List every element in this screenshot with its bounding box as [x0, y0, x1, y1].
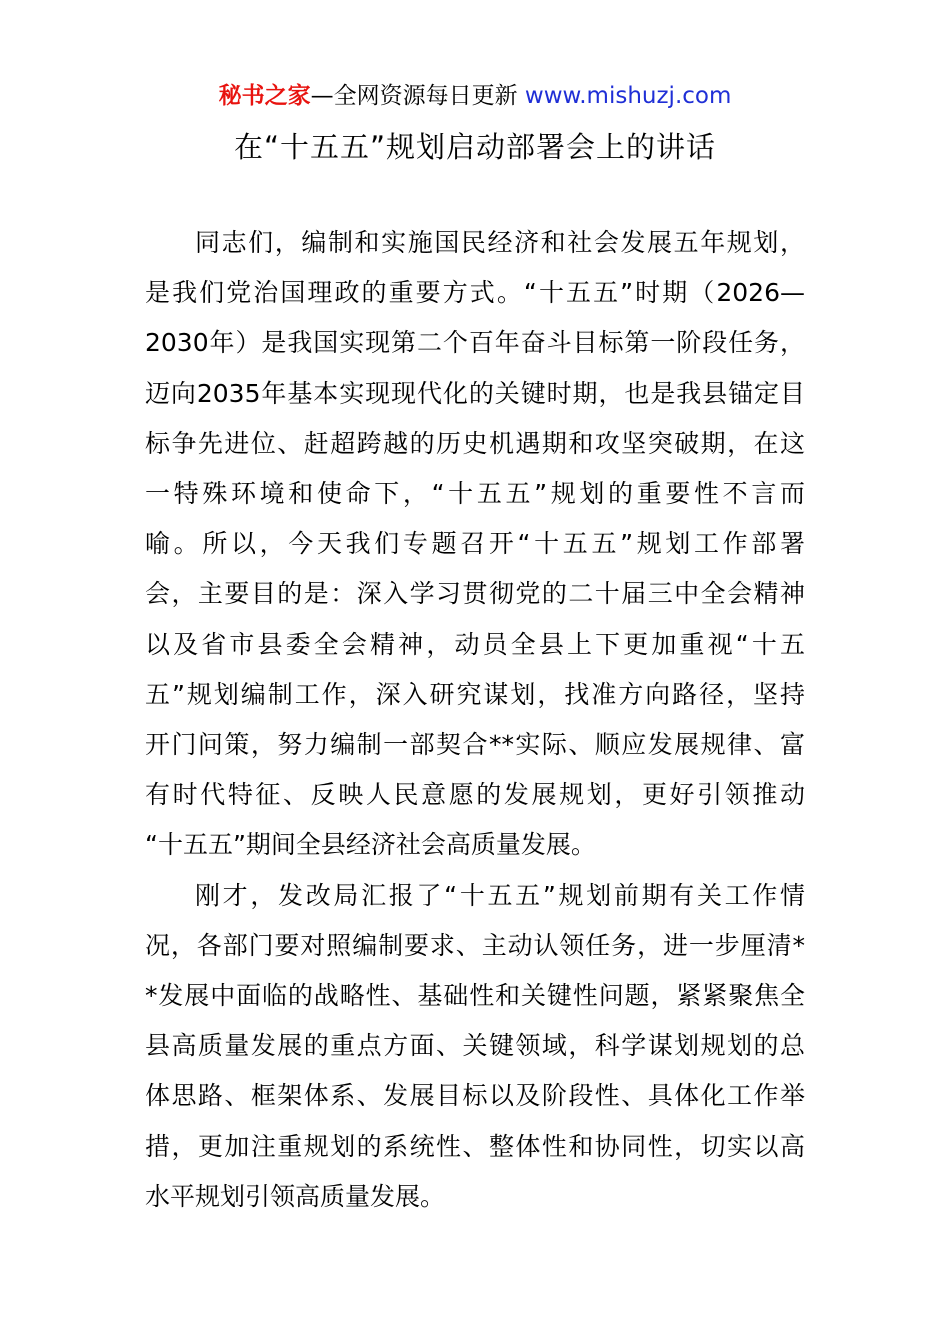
- text-line: *发展中面临的战略性、基础性和关键性问题，紧紧聚焦全: [145, 981, 805, 1011]
- text-line: 2030年）是我国实现第二个百年奋斗目标第一阶段任务，: [145, 328, 805, 358]
- text-line: 体思路、框架体系、发展目标以及阶段性、具体化工作举: [145, 1081, 805, 1111]
- document-title: 在“十五五”规划启动部署会上的讲话: [233, 130, 717, 164]
- paragraph-1: [145, 218, 805, 871]
- site-url: www.mishuzj.com: [524, 83, 732, 109]
- text-line: 开门问策，努力编制一部契合**实际、顺应发展规律、富: [145, 730, 805, 760]
- text-line: 措，更加注重规划的系统性、整体性和协同性，切实以高: [145, 1131, 805, 1161]
- text-line: 刚才，发改局汇报了“十五五”规划前期有关工作情: [195, 880, 805, 910]
- text-line: 喻。所以，今天我们专题召开“十五五”规划工作部署: [145, 529, 805, 559]
- text-line: 是我们党治国理政的重要方式。“十五五”时期（2026—: [145, 278, 805, 308]
- text-line: 迈向2035年基本实现现代化的关键时期，也是我县锚定目: [145, 378, 805, 408]
- text-line: 以及省市县委全会精神，动员全县上下更加重视“十五: [145, 629, 805, 659]
- brand-name: 秘书之家: [218, 83, 311, 109]
- text-line: 一特殊环境和使命下，“十五五”规划的重要性不言而: [145, 479, 805, 509]
- text-line: 五”规划编制工作，深入研究谋划，找准方向路径，坚持: [145, 679, 805, 709]
- site-banner: [0, 80, 950, 112]
- text-line: 会，主要目的是：深入学习贯彻党的二十届三中全会精神: [145, 579, 805, 609]
- text-line: 县高质量发展的重点方面、关键领域，科学谋划规划的总: [145, 1031, 805, 1061]
- text-line: 况，各部门要对照编制要求、主动认领任务，进一步厘清*: [145, 930, 805, 960]
- text-line: 有时代特征、反映人民意愿的发展规划，更好引领推动: [145, 780, 805, 810]
- banner-tagline: —全网资源每日更新: [310, 83, 525, 109]
- text-line: “十五五”期间全县经济社会高质量发展。: [145, 830, 596, 860]
- text-line: 同志们，编制和实施国民经济和社会发展五年规划，: [195, 228, 805, 257]
- text-line: 标争先进位、赶超跨越的历史机遇期和攻坚突破期，在这: [145, 428, 805, 458]
- text-line: 水平规划引领高质量发展。: [145, 1181, 446, 1211]
- document-body: [145, 218, 805, 1222]
- paragraph-2: [145, 871, 805, 1222]
